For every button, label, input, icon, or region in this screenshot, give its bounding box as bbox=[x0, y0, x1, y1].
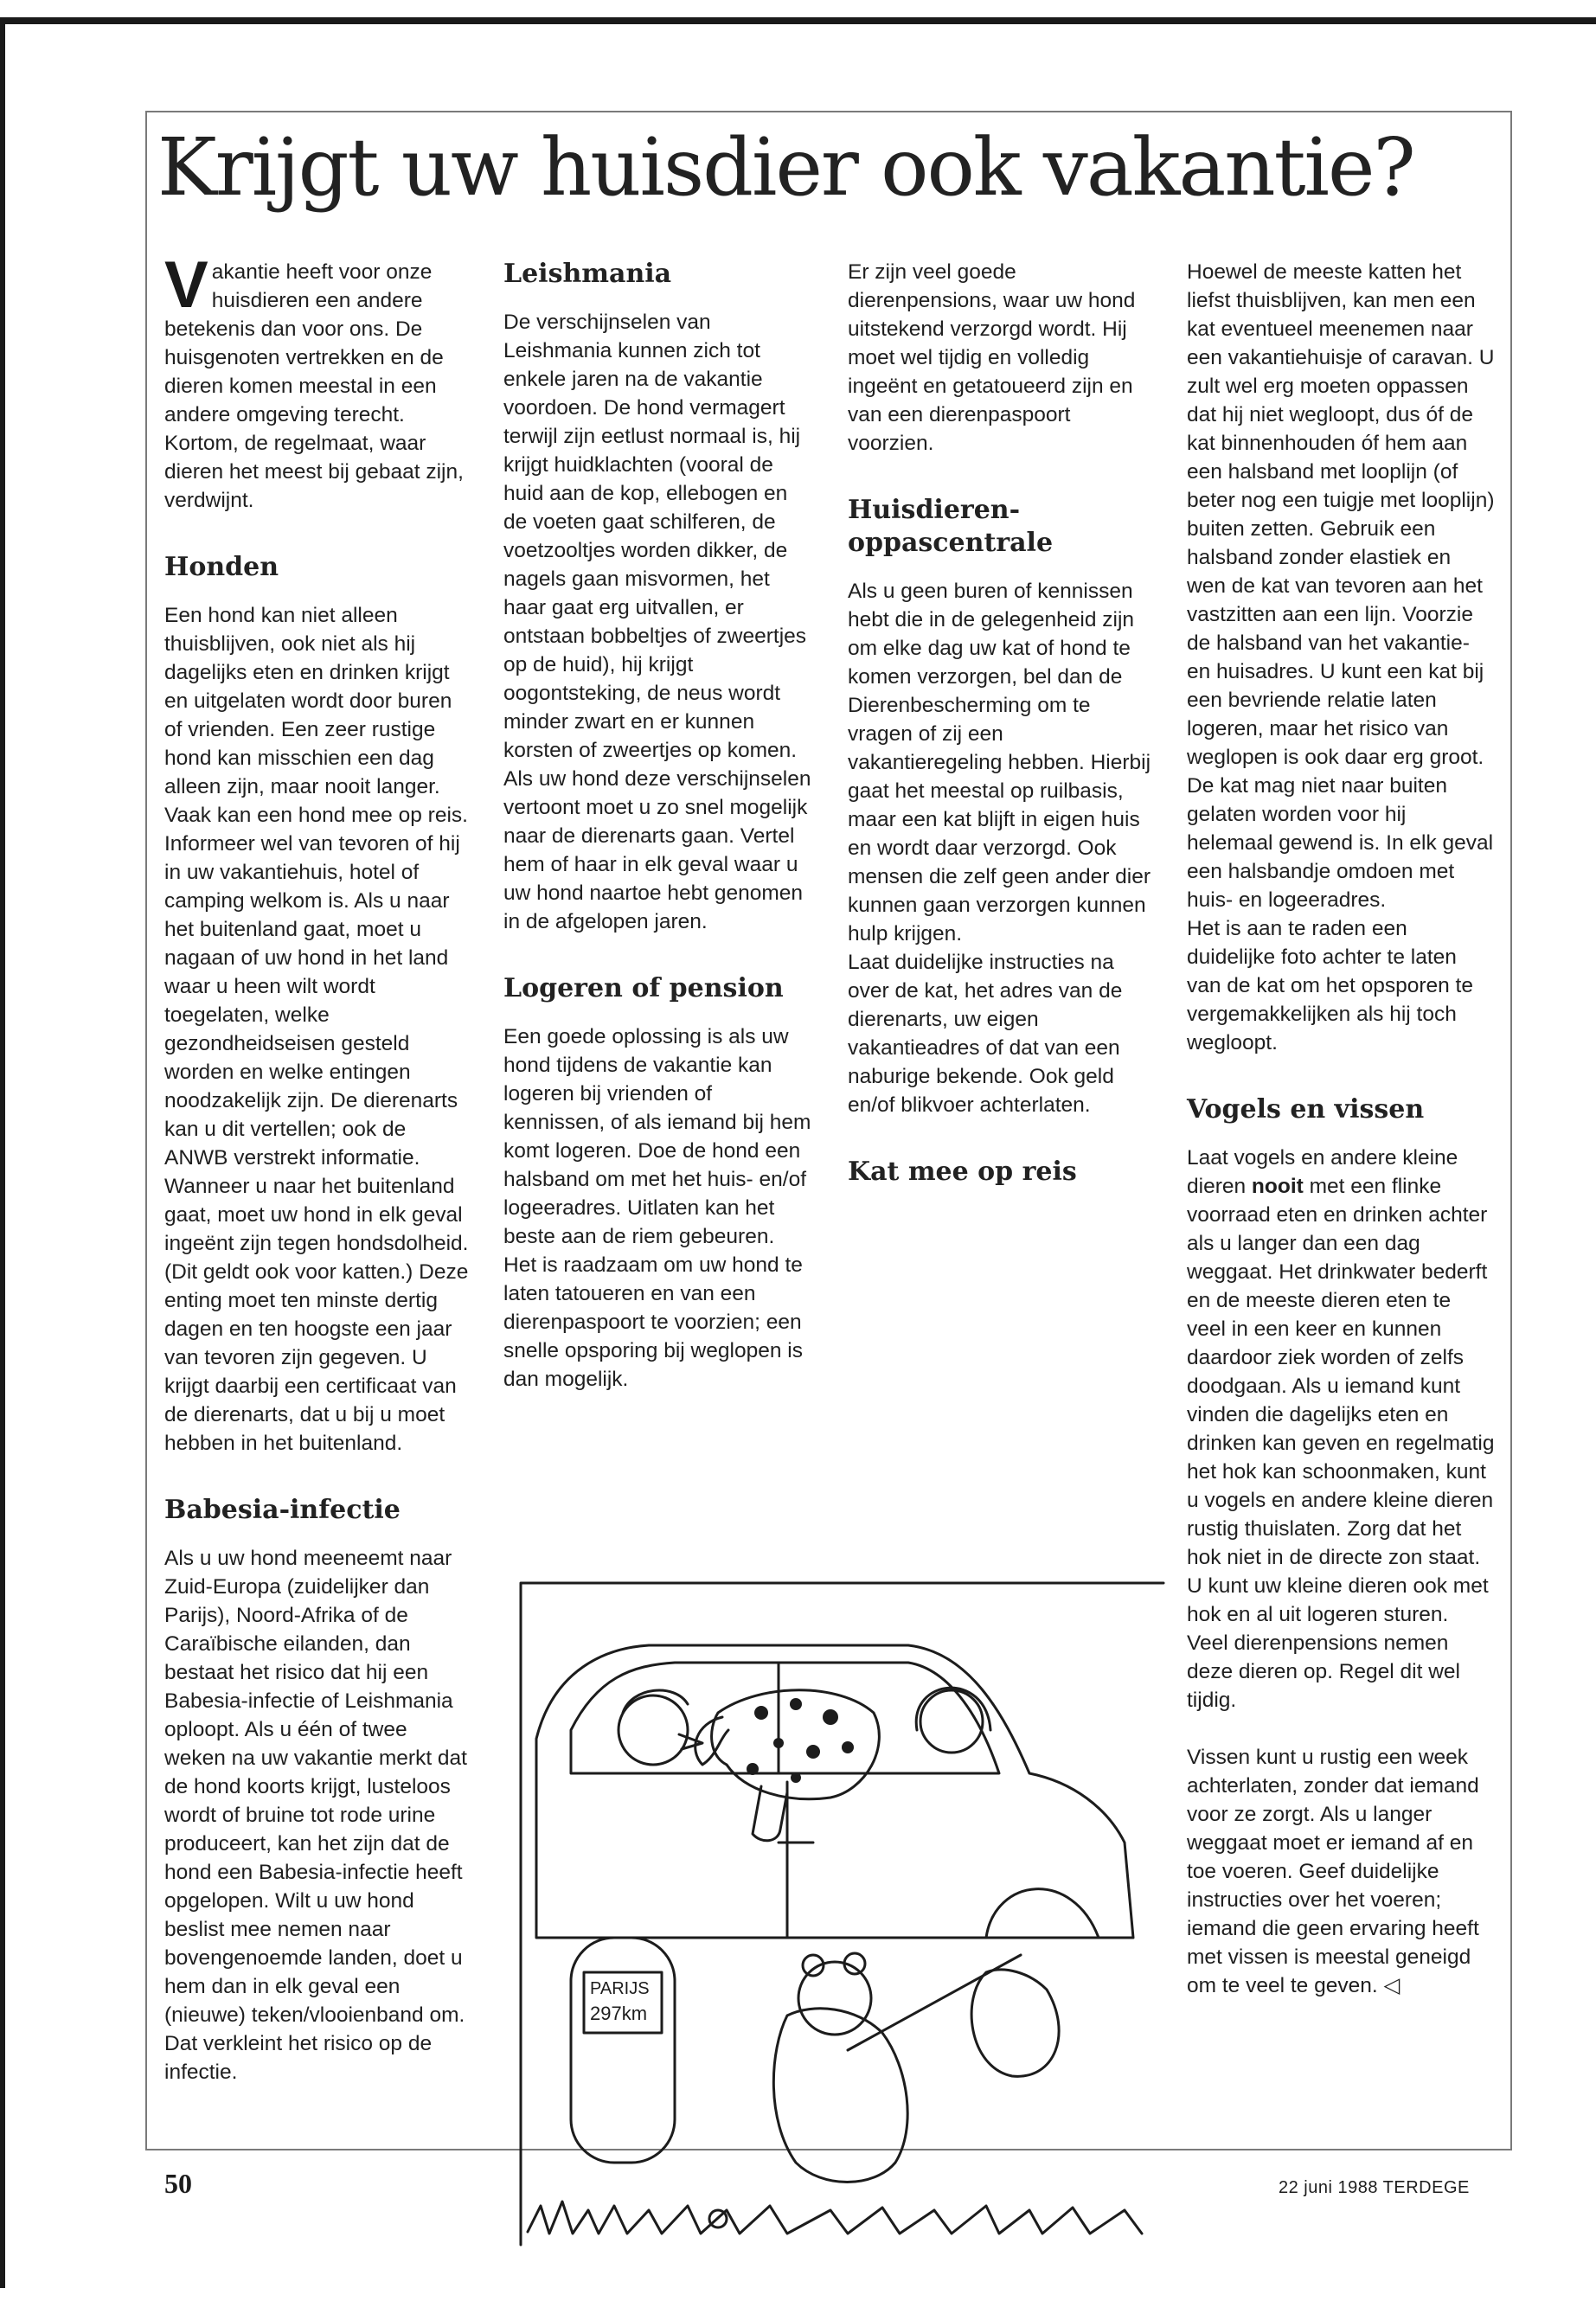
logeren-text: Een goede oplossing is als uw hond tijdens de vakantie kan logeren bij vrienden of kennissen, of als iemand bij hem komt logeren. Doe de hond een halsband om met het huis- en/of logeeradres. Uitlaten kan het beste aan de riem gebeuren. Het is raadzaam om uw hond te laten tatoueren en van een dierenpaspoort te voorzien; een snelle opsporing bij weglopen is dan mogelijk. bbox=[503, 1025, 811, 1391]
oppascentrale-instructions: Laat duidelijke instructies na over de kat, het adres van de dierenarts, uw eigen vakantieadres of dat van een naburige bekende. Ook geld en/of blikvoer achterlaten. bbox=[848, 951, 1123, 1117]
man-head bbox=[619, 1695, 688, 1765]
kat-foto-text: Het is aan te raden een duidelijke foto achter te laten van de kat om het opsporen te vergemakkelijken als hij toch wegloopt. bbox=[1187, 917, 1473, 1054]
woman-head bbox=[920, 1690, 983, 1753]
grass bbox=[528, 2202, 1142, 2234]
sign-text-distance: 297km bbox=[590, 2003, 648, 2024]
oppascentrale-text: Als u geen buren of kennissen hebt die in de gelegenheid zijn om elke dag uw kat of hond te komen verzorgen, bel dan de Dierenbescherming om te vragen of zij een vakantieregeling hebben. Hierbij gaat het meestal op ruilbasis, maar een kat blijft in eigen huis en wordt daar verzorgd. Ook mensen die zelf geen ander dier kunnen gaan verzorgen kunnen hulp krijgen. bbox=[848, 580, 1151, 945]
car-window-frame bbox=[571, 1663, 999, 1773]
dog-spots bbox=[747, 1698, 854, 1783]
leishmania-text: De verschijnselen van Leishmania kunnen zich tot enkele jaren na de vakantie voordoen. De hond vermagert terwijl zijn eetlust normaal is, hij krijgt huidklachten (vooral de huid aan de kop, ellebogen en de voeten gaat schilferen, de voetzooltjes worden dikker, de nagels gaan misvormen, het haar gaat erg uitvallen, er ontstaan bobbeltjes of zweertjes op de huid), hij krijgt oogontsteking, de neus wordt minder zwart en er kunnen korsten of zweertjes op komen. Als uw hond deze verschijnselen vertoont moet u zo snel mogelijk naar de dierenarts gaan. Vertel hem of haar in elk geval waar u uw hond naartoe hebt genomen in de afgelopen jaren. bbox=[503, 311, 811, 933]
vogels-text-start: Laat vogels en andere kleine dieren bbox=[1187, 1146, 1458, 1198]
vogels-text bbox=[1187, 1144, 1495, 1715]
heading-kat: Kat mee op reis bbox=[848, 1157, 1077, 1187]
article-title: Krijgt uw huisdier ook vakantie? bbox=[157, 121, 1414, 214]
left-border-rule bbox=[0, 17, 5, 2288]
intro-text: akantie heeft voor onze huisdieren een andere betekenis dan voor ons. De huisgenoten vertrekken en de dieren komen meestal in een andere omgeving terecht. Kortom, de regelmaat, waar dieren het meest bij gebaat zijn, verdwijnt. bbox=[164, 260, 464, 512]
column-4 bbox=[1187, 258, 1495, 2000]
heading-honden: Honden bbox=[164, 552, 279, 582]
pension-text: Er zijn veel goede dierenpensions, waar uw hond uitstekend verzorgd wordt. Hij moet wel tijdig en volledig ingeënt en getatoueerd zijn en van een dierenpaspoort voorzien. bbox=[848, 260, 1136, 455]
heading-babesia: Babesia-infectie bbox=[164, 1495, 401, 1525]
heading-oppascentrale: Huisdieren-oppascentrale bbox=[848, 495, 1054, 558]
emphasis-nooit: nooit bbox=[1251, 1175, 1304, 1198]
illustration-border bbox=[521, 1583, 1163, 2245]
sign-text-city: PARIJS bbox=[590, 1979, 650, 1998]
top-border-rule bbox=[0, 17, 1596, 24]
intro-paragraph bbox=[164, 248, 472, 515]
column-2 bbox=[503, 258, 811, 1394]
car-wheel-arch bbox=[986, 1889, 1099, 1938]
honden-text: Een hond kan niet alleen thuisblijven, ook niet als hij dagelijks eten en drinken krijgt en uitgelaten wordt door buren of vrienden. Een zeer rustige hond kan misschien een dag alleen zijn, maar nooit langer. Vaak kan een hond mee op reis. Informeer wel van tevoren of hij in uw vakantiehuis, hotel of camping welkom is. Als u naar het buitenland gaat, moet u nagaan of uw hond in het land waar u heen wilt wordt toegelaten, welke gezondheidseisen gesteld worden en welke entingen noodzakelijk zijn. De dierenarts kan u dit vertellen; ook de ANWB verstrekt informatie. Wanneer u naar het buitenland gaat, moet uw hond in elk geval ingeënt zijn tegen hondsdolheid. (Dit geldt ook voor katten.) Deze enting moet ten minste dertig dagen en ten hoogste een jaar van tevoren zijn gegeven. U krijgt daarbij een certificaat van de dierenarts, dat u bij u moet hebben in het buitenland. bbox=[164, 604, 469, 1455]
travel-bundle bbox=[971, 1970, 1059, 2076]
car-cartoon-illustration bbox=[502, 1566, 1168, 2249]
babesia-text: Als u uw hond meeneemt naar Zuid-Europa (zuidelijker dan Parijs), Noord-Afrika of de Caraïbische eilanden, dan bestaat het risico dat hij een Babesia-infectie of Leishmania oploopt. Als u één of twee weken na uw vakantie merkt dat de hond koorts krijgt, lusteloos wordt of bruine tot rode urine produceert, kan het zijn dat de hond een Babesia-infectie heeft opgelopen. Wilt u uw hond beslist mee nemen naar bovengenoemde landen, doet u hem dan in elk geval een (nieuwe) teken/vlooienband om. Dat verkleint het risico op de infectie. bbox=[164, 1547, 467, 2084]
heading-vogels: Vogels en vissen bbox=[1187, 1094, 1425, 1125]
column-3 bbox=[848, 258, 1156, 1206]
heading-leishmania: Leishmania bbox=[503, 259, 672, 289]
drop-cap: V bbox=[164, 248, 208, 322]
kat-text: Hoewel de meeste katten het liefst thuisblijven, kan men een kat eventueel meenemen naar een vakantiehuisje of caravan. U zult wel erg moeten oppassen dat hij niet wegloopt, dus óf de kat binnenhouden óf hem aan een halsband met looplijn (of beter nog een tuigje met looplijn) buiten zetten. Gebruik een halsband zonder elastiek en wen de kat van tevoren aan het vastzitten aan een lijn. Voorzie de halsband van het vakantie- en huisadres. U kunt een kat bij een bevriende relatie laten logeren, maar het risico van weglopen is ook daar erg groot. De kat mag niet naar buiten gelaten worden voor hij helemaal gewend is. In elk geval een halsbandje omdoen met huis- en logeeradres. bbox=[1187, 260, 1495, 912]
vogels-text-end: met een flinke voorraad eten en drinken achter als u langer dan een dag weggaat. Het drinkwater bederft en de meeste dieren eten te veel in een keer en kunnen daardoor ziek worden of zelfs doodgaan. Als u iemand kunt vinden die dagelijks eten en drinken kan geven en regelmatig het hok kan schoonmaken, kunt u vogels en andere kleine dieren rustig thuislaten. Zorg dat het hok niet in de directe zon staat. U kunt uw kleine dieren ook met hok en al uit logeren sturen. Veel dierenpensions nemen deze dieren op. Regel dit wel tijdig. bbox=[1187, 1175, 1495, 1712]
publication-date: 22 juni 1988 TERDEGE bbox=[1279, 2178, 1470, 2197]
vissen-text: Vissen kunt u rustig een week achterlaten, zonder dat iemand voor ze zorgt. Als u langer weggaat moet er iemand af en toe voeren. Geef duidelijke instructies over het voeren; iemand die geen ervaring heeft met vissen is meestal geneigd om te veel te geven. ◁ bbox=[1187, 1746, 1479, 1997]
page-number: 50 bbox=[164, 2168, 192, 2199]
heading-logeren: Logeren of pension bbox=[503, 973, 784, 1003]
column-1 bbox=[164, 248, 472, 2086]
car-body-outline bbox=[536, 1645, 1133, 1938]
